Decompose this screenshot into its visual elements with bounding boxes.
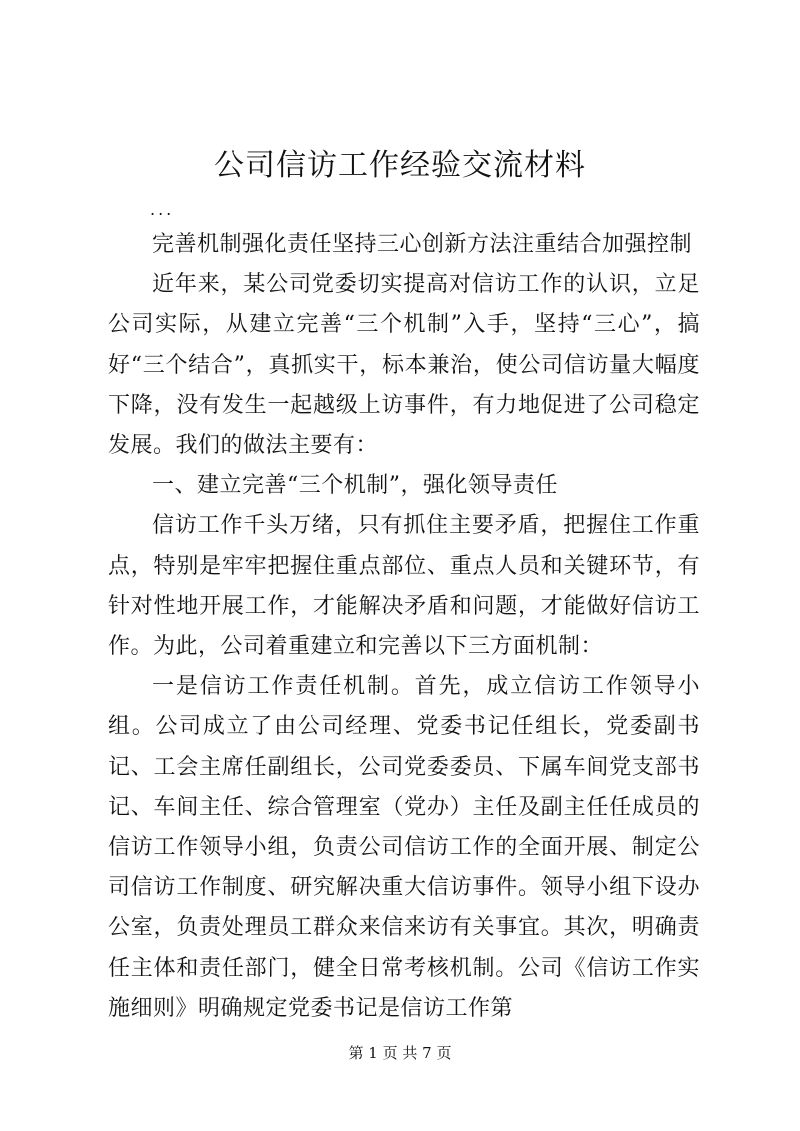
section-heading: 一、建立完善“三个机制”，强化领导责任 [152, 473, 558, 499]
subtitle-paragraph: 完善机制强化责任坚持三心创新方法注重结合加强控制 [152, 232, 693, 257]
page-title: 公司信访工作经验交流材料 [214, 148, 586, 183]
ellipsis-mark: ... [150, 200, 175, 219]
body-paragraph: 一是信访工作责任机制。首先，成立信访工作领导小组。公司成立了由公司经理、党委书记任组长，党委副书记、工会主席任副组长，公司党委委员、下属车间党支部书记、车间主任、综合管理室（党办）主任及副主任任成员的信访工作领导小组，负责公司信访工作的全面开展、制定公司信访工作制度、研究解决重大信访事件。领导小组下设办公室，负责处理员工群众来信来访有关事宜。其次，明确责任主体和责任部门，健全日常考核机制。公司《信访工作实施细则》明确规定党委书记是信访工作第 [108, 674, 700, 1021]
page-footer: 第 1 页 共 7 页 [348, 1044, 452, 1062]
intro-paragraph: 近年来，某公司党委切实提高对信访工作的认识，立足公司实际，从建立完善“三个机制”入手，坚持“三心”，搞好“三个结合”，真抓实干，标本兼治，使公司信访量大幅度下降，没有发生一起越级上访事件，有力地促进了公司稳定发展。我们的做法主要有： [108, 272, 700, 459]
body-paragraph: 信访工作千头万绪，只有抓住主要矛盾，把握住工作重点，特别是牢牢把握住重点部位、重点人员和关键环节，有针对性地开展工作，才能解决矛盾和问题，才能做好信访工作。为此，公司着重建立和完善以下三方面机制： [108, 513, 700, 660]
document-body [108, 225, 700, 1029]
